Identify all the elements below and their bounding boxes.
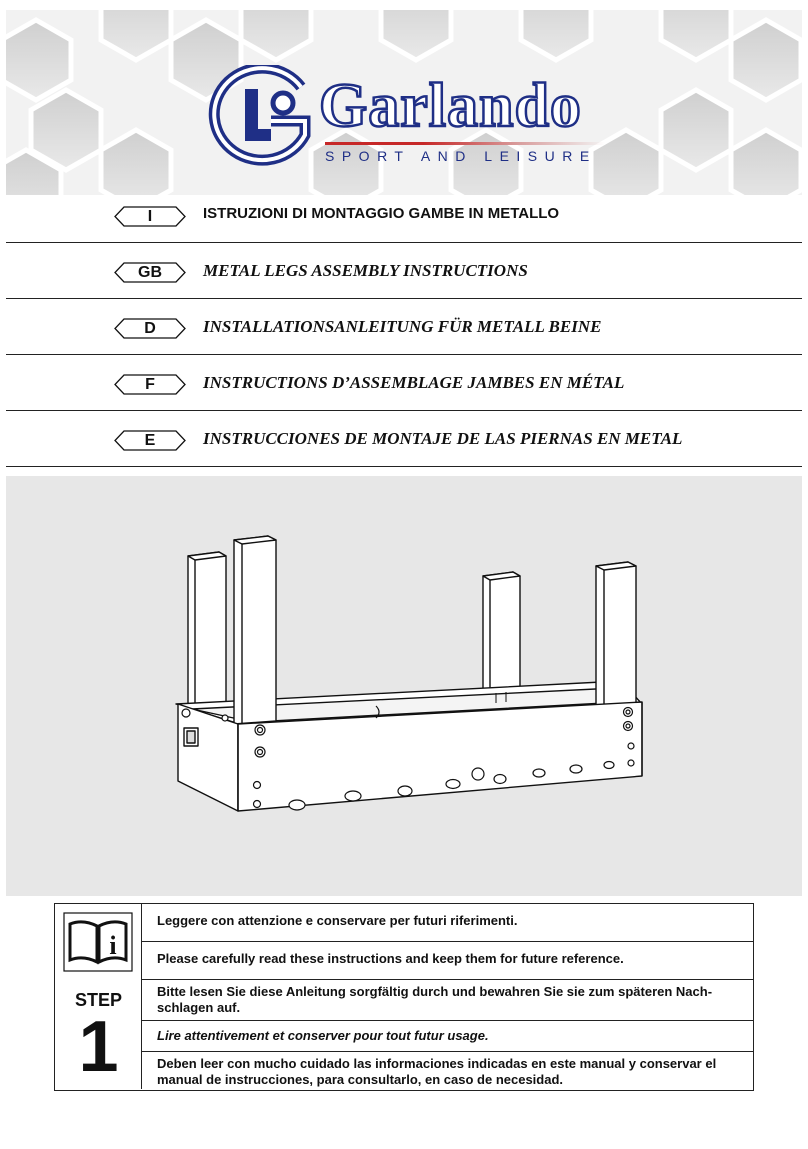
note-french: Lire attentivement et conserver pour tout futur usage. [142,1021,753,1052]
language-title: INSTRUCTIONS D’ASSEMBLAGE JAMBES EN MÉTAL [203,373,625,392]
language-code: GB [138,264,162,281]
language-title: INSTRUCCIONES DE MONTAJE DE LAS PIERNAS EN METAL [203,429,683,448]
table-frame-with-metal-legs-illustration [6,476,802,896]
language-title: INSTALLATIONSANLEITUNG FÜR METALL BEINE [203,317,602,336]
language-badge [114,206,186,227]
language-code: E [144,432,156,449]
language-row-spanish [6,411,802,467]
brand-name: Garlando [319,72,582,140]
step-notes [142,904,753,1089]
language-row-italian [6,187,802,243]
brand-underline [325,142,605,145]
language-badge [114,318,186,339]
note-italian: Leggere con attenzione e conservare per futuri riferimenti. [142,904,753,942]
language-title: METAL LEGS ASSEMBLY INSTRUCTIONS [203,261,528,280]
header-banner [6,10,802,195]
step-instructions-table [54,903,754,1091]
step-number: 1 [78,1007,119,1087]
language-badge [114,374,186,395]
svg-text:i: i [109,931,117,960]
garlando-g-mark-icon [201,65,319,175]
note-spanish: Deben leer con mucho cuidado las informaciones indicadas en este manual y conservar el manual de instrucciones, para consultarlo, en caso de necesidad. [157,1056,717,1087]
language-code: D [144,320,156,337]
language-code: I [147,208,153,225]
language-row-german [6,299,802,355]
language-row-english [6,243,802,299]
brand-tagline: SPORT AND LEISURE [325,148,597,164]
language-badge [114,430,186,451]
language-badge [114,262,186,283]
garlando-logo [201,65,621,175]
language-title: ISTRUZIONI DI MONTAGGIO GAMBE IN METALLO [203,205,560,222]
language-row-french [6,355,802,411]
info-manual-icon [63,912,133,972]
assembly-illustration [6,476,802,896]
language-code: F [145,376,155,393]
step-indicator [55,904,142,1089]
step-label: STEP [74,990,122,1010]
note-english: Please carefully read these instructions and keep them for future reference. [142,942,753,980]
note-german: Bitte lesen Sie diese Anleitung sorgfältig durch und bewahren Sie sie zum späteren Nach-schlagen auf. [142,980,753,1021]
